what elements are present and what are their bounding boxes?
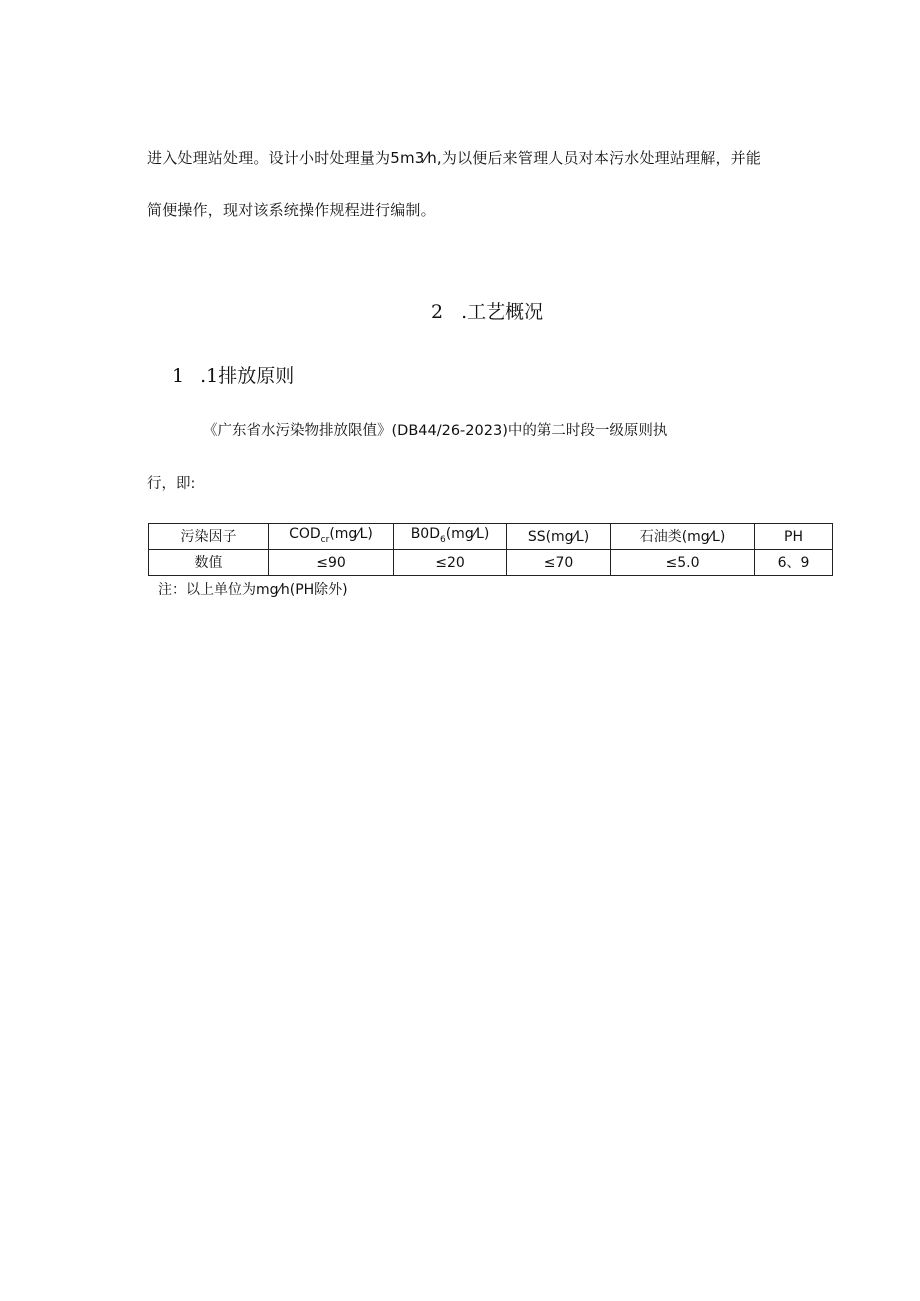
paragraph-line-1: 进入处理站处理。设计小时处理量为5m3⁄h,为以便后来管理人员对本污水处理站理解，并能 — [147, 149, 762, 167]
header-cell-ph: PH — [755, 524, 833, 550]
subsection-title: .1排放原则 — [200, 365, 295, 387]
header-cell-ss: SS(mg⁄L) — [507, 524, 611, 550]
value-cell-ph: 6、9 — [755, 550, 833, 576]
table-header-row — [149, 524, 833, 550]
section-heading — [431, 300, 543, 324]
cod-subscript: cr — [320, 534, 330, 545]
header-cell-cod — [269, 524, 394, 550]
table-note: 注：以上单位为mg⁄h(PH除外) — [158, 582, 348, 598]
header-cell-factor: 污染因子 — [149, 524, 269, 550]
cod-label: COD — [289, 525, 321, 542]
table-row — [149, 550, 833, 576]
discharge-limits-table — [148, 523, 833, 576]
section-title: .工艺概况 — [461, 301, 544, 323]
paragraph-line-2: 简便操作，现对该系统操作规程进行编制。 — [147, 201, 436, 219]
row-label-value: 数值 — [149, 550, 269, 576]
bod-label: B0D — [410, 525, 440, 542]
subsection-heading — [172, 364, 294, 388]
bod-unit: (mg⁄L) — [445, 525, 490, 542]
value-cell-cod: ≤90 — [269, 550, 394, 576]
cod-unit: (mg⁄L) — [329, 525, 373, 542]
value-cell-oil: ≤5.0 — [611, 550, 755, 576]
subsection-number: 1 — [172, 365, 185, 387]
standard-text-line-2: 行，即: — [147, 476, 196, 492]
header-cell-oil: 石油类(mg⁄L) — [611, 524, 755, 550]
value-cell-ss: ≤70 — [507, 550, 611, 576]
standard-text-line-1: 《广东省水污染物排放限值》(DB44/26-2023)中的第二时段一级原则执 — [203, 423, 668, 439]
header-cell-bod — [394, 524, 507, 550]
bod-subscript: 6 — [439, 534, 446, 545]
section-number: 2 — [431, 301, 444, 323]
value-cell-bod: ≤20 — [394, 550, 507, 576]
